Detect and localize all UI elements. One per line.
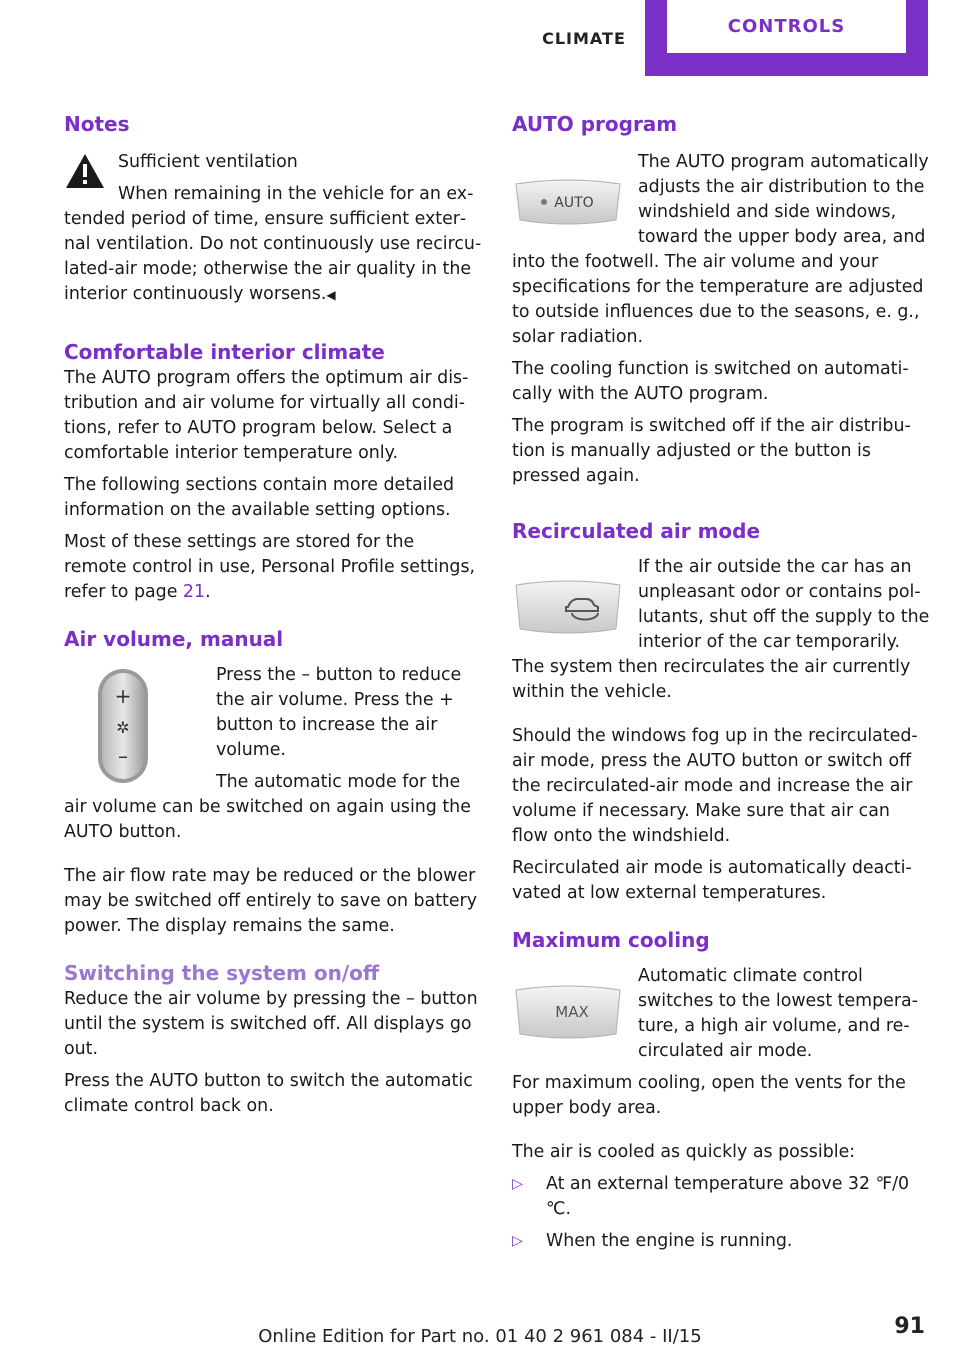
auto-button-icon xyxy=(512,176,624,228)
auto-heading: AUTO program xyxy=(512,112,678,136)
section-label: CLIMATE xyxy=(542,28,626,48)
end-mark-icon: ◀ xyxy=(326,288,336,302)
onoff-heading: Switching the system on/off xyxy=(64,961,380,985)
comfort-heading: Comfortable interior climate xyxy=(64,340,385,364)
comfort-paragraph-3: Most of these settings are stored for the remote control in use, Personal Profile settings, refer to page 21. xyxy=(64,532,476,602)
onoff-paragraph-1: Reduce the air volume by pressing the – button until the system is switched off. All displays go out. xyxy=(64,989,478,1059)
comfort-paragraph-1: The AUTO program offers the optimum air distribution and air volume for virtually all conditions, refer to AUTO program below. Select a comfortable interior temperature only. xyxy=(64,368,469,463)
right-column xyxy=(512,110,930,1261)
auto-paragraph-1: The AUTO program automatically adjusts the air distribution to the windshield and side windows, toward the upper body area, and into the footwell. The air volume and your specifications for the temperature are adjusted to outside influences due to the seasons, e. g., solar radiation. xyxy=(512,152,929,347)
air-volume-paragraph-2: The automatic mode for the air volume can be switched on again using the AUTO button. xyxy=(64,772,471,842)
recirc-heading: Recirculated air mode xyxy=(512,519,761,543)
edition-footer: Online Edition for Part no. 01 40 2 961 084 - II/15 xyxy=(258,1326,702,1347)
warning-title: Sufficient ventilation xyxy=(118,152,298,172)
air-volume-heading: Air volume, manual xyxy=(64,627,284,651)
air-volume-paragraph-1: Press the – button to reduce the air volume. Press the + button to increase the air volume. xyxy=(216,665,462,760)
max-paragraph-1: Automatic climate control switches to the lowest temperature, a high air volume, and recirculated air mode. xyxy=(638,966,918,1061)
svg-text:✲: ✲ xyxy=(116,718,130,737)
page-number: 91 xyxy=(894,1314,925,1339)
list-item: ▷ At an external temperature above 32 ℉/0 ℃. xyxy=(512,1172,930,1222)
max-heading: Maximum cooling xyxy=(512,928,710,952)
auto-paragraph-2: The cooling function is switched on automatically with the AUTO program. xyxy=(512,359,909,404)
max-paragraph-2: For maximum cooling, open the vents for the upper body area. xyxy=(512,1073,906,1118)
recirc-paragraph-2: Should the windows fog up in the recirculated-air mode, press the AUTO button or switch off the recirculated-air mode and increase the air volume if necessary. Make sure that air can flow onto the windshield. xyxy=(512,726,918,846)
max-paragraph-3: The air is cooled as quickly as possible: xyxy=(512,1142,856,1162)
auto-button-label: AUTO xyxy=(554,195,594,211)
bullet-triangle-icon: ▷ xyxy=(512,1233,523,1249)
list-item: ▷ When the engine is running. xyxy=(512,1229,930,1254)
max-button-icon xyxy=(512,980,624,1044)
recirc-paragraph-1: If the air outside the car has an unpleasant odor or contains pollutants, shut off the supply to the interior of the car temporarily. The system then recirculates the air currently within the vehicle. xyxy=(512,557,930,702)
warning-triangle-icon xyxy=(64,152,106,190)
conditions-list xyxy=(512,1172,930,1254)
warning-text: When remaining in the vehicle for an extended period of time, ensure sufficient external ventilation. Do not continuously use recirculated-air mode; otherwise the air quality in the interior continuously worsens.◀ xyxy=(64,184,482,304)
air-volume-paragraph-3: The air flow rate may be reduced or the blower may be switched off entirely to save on battery power. The display remains the same. xyxy=(64,866,477,936)
max-button-label: MAX xyxy=(555,1003,589,1021)
onoff-paragraph-2: Press the AUTO button to switch the automatic climate control back on. xyxy=(64,1071,473,1116)
air-volume-buttons-icon xyxy=(86,665,196,789)
auto-paragraph-3: The program is switched off if the air distribution is manually adjusted or the button is pressed again. xyxy=(512,416,911,486)
warning-note xyxy=(64,150,482,308)
recirculation-button-icon xyxy=(512,577,624,637)
svg-text:–: – xyxy=(118,744,128,768)
chapter-label: CONTROLS xyxy=(667,0,906,53)
left-column xyxy=(64,110,482,1126)
comfort-paragraph-2: The following sections contain more detailed information on the available setting options. xyxy=(64,475,455,520)
chapter-tab xyxy=(645,0,928,76)
notes-heading: Notes xyxy=(64,112,130,136)
svg-text:+: + xyxy=(114,684,132,708)
recirc-paragraph-3: Recirculated air mode is automatically deactivated at low external temperatures. xyxy=(512,858,912,903)
page-link[interactable]: 21 xyxy=(182,582,206,602)
bullet-triangle-icon: ▷ xyxy=(512,1176,523,1192)
